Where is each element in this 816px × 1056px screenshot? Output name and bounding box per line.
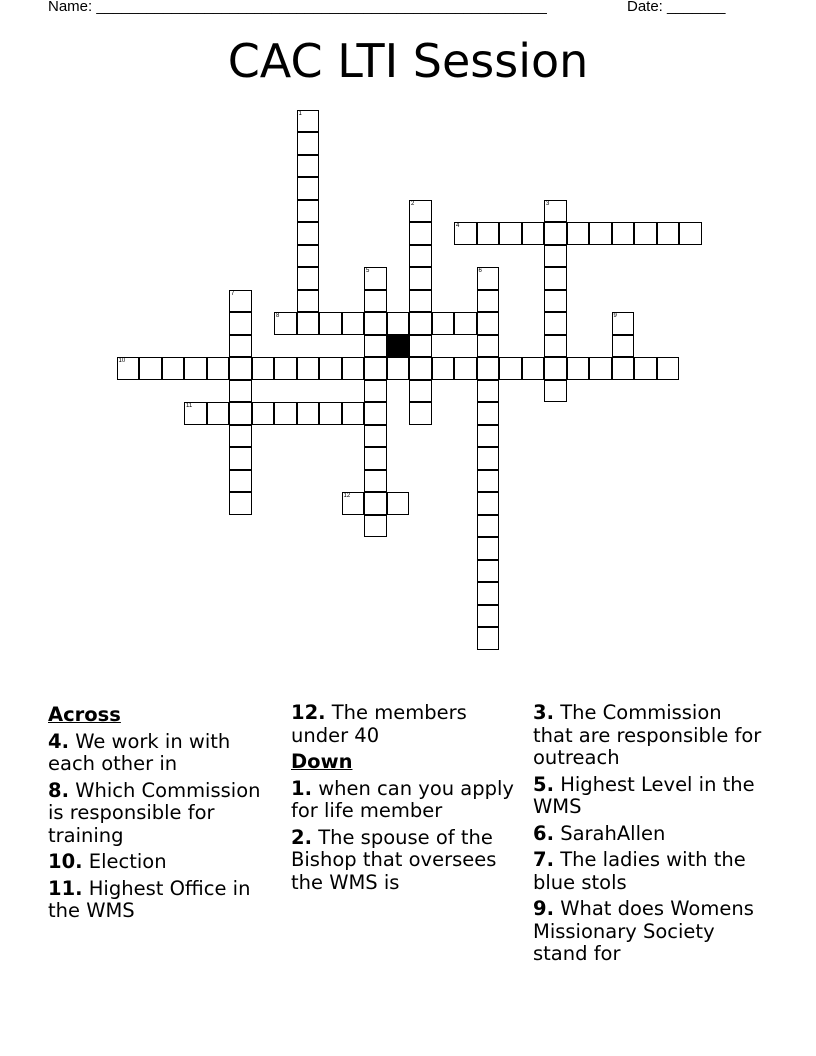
grid-cell[interactable]: [364, 425, 387, 448]
grid-cell[interactable]: [297, 177, 320, 200]
grid-cell[interactable]: [364, 267, 387, 290]
grid-cell[interactable]: [364, 492, 387, 515]
grid-cell[interactable]: [454, 222, 477, 245]
grid-cell[interactable]: [297, 222, 320, 245]
grid-cell[interactable]: [387, 312, 410, 335]
grid-cell[interactable]: [229, 335, 252, 358]
name-label: Name: ______________________________________________________: [48, 0, 547, 15]
grid-cell[interactable]: [679, 222, 702, 245]
grid-cell[interactable]: [409, 312, 432, 335]
grid-cell[interactable]: [229, 492, 252, 515]
grid-cell[interactable]: [297, 312, 320, 335]
grid-cell[interactable]: [139, 357, 162, 380]
grid-cell[interactable]: [477, 335, 500, 358]
clue-number: 8: [276, 313, 280, 319]
grid-cell[interactable]: [364, 335, 387, 358]
clue-number: 5: [366, 268, 370, 274]
grid-cell[interactable]: [274, 312, 297, 335]
grid-cell[interactable]: [387, 357, 410, 380]
grid-cell[interactable]: [544, 335, 567, 358]
grid-cell[interactable]: [522, 222, 545, 245]
clue-text: The Commission that are responsible for outreach: [533, 701, 762, 769]
clue-text: Highest Level in the WMS: [533, 772, 755, 818]
grid-cell[interactable]: [364, 447, 387, 470]
grid-cell[interactable]: [409, 380, 432, 403]
clue-number: 6: [478, 268, 482, 274]
grid-cell[interactable]: [544, 357, 567, 380]
clue-number: 10: [118, 358, 126, 364]
clue: [48, 851, 280, 874]
grid-cell[interactable]: [544, 312, 567, 335]
clue-number-label: 3.: [533, 701, 554, 724]
clue-number-label: 11.: [48, 876, 83, 900]
grid-cell[interactable]: [544, 267, 567, 290]
grid-cell[interactable]: [364, 515, 387, 538]
clue: [291, 702, 523, 747]
clue-number: 4: [456, 223, 460, 229]
clue-column-1: [48, 702, 280, 927]
clue-number-label: 10.: [48, 850, 83, 873]
grid-cell[interactable]: [477, 447, 500, 470]
grid-cell[interactable]: [589, 357, 612, 380]
grid-cell[interactable]: [544, 222, 567, 245]
clue-text: SarahAllen: [560, 821, 666, 845]
grid-cell[interactable]: [409, 335, 432, 358]
clue-number-label: 9.: [533, 897, 554, 920]
grid-cell[interactable]: [409, 200, 432, 223]
clue-text: when can you apply for life member: [291, 776, 514, 822]
grid-cell[interactable]: [409, 245, 432, 268]
grid-cell[interactable]: [229, 447, 252, 470]
grid-cell[interactable]: [477, 402, 500, 425]
grid-cell[interactable]: [364, 470, 387, 493]
date-label: Date: _______: [627, 0, 726, 15]
grid-cell[interactable]: [207, 402, 230, 425]
clue-number: 7: [231, 290, 235, 297]
clue-number: 1: [298, 110, 302, 117]
grid-cell[interactable]: [364, 380, 387, 403]
grid-cell[interactable]: [229, 470, 252, 493]
grid-cell[interactable]: [162, 357, 185, 380]
grid-cell[interactable]: [657, 357, 680, 380]
grid-cell[interactable]: [297, 267, 320, 290]
grid-cell[interactable]: [297, 155, 320, 178]
grid-cell[interactable]: [477, 290, 500, 313]
grid-cell[interactable]: [319, 402, 342, 425]
grid-cell[interactable]: [477, 560, 500, 583]
clue: [533, 774, 765, 819]
grid-cell[interactable]: [229, 357, 252, 380]
grid-cell[interactable]: [252, 357, 275, 380]
grid-cell[interactable]: [477, 515, 500, 538]
grid-cell[interactable]: [342, 492, 365, 515]
grid-cell[interactable]: [364, 402, 387, 425]
black-cell: [387, 335, 410, 358]
clue: [533, 823, 765, 846]
clue-number-label: 1.: [291, 776, 312, 800]
clue-text: The ladies with the blue stols: [533, 848, 746, 894]
grid-cell[interactable]: [612, 335, 635, 358]
grid-cell[interactable]: [477, 380, 500, 403]
clue-column-3: [533, 702, 765, 970]
grid-cell[interactable]: [477, 267, 500, 290]
grid-cell[interactable]: [612, 312, 635, 335]
grid-cell[interactable]: [477, 222, 500, 245]
grid-cell[interactable]: [409, 267, 432, 290]
grid-cell[interactable]: [499, 222, 522, 245]
grid-cell[interactable]: [544, 380, 567, 403]
grid-cell[interactable]: [634, 222, 657, 245]
clue-text: Election: [88, 850, 167, 873]
grid-cell[interactable]: [274, 357, 297, 380]
grid-cell[interactable]: [477, 357, 500, 380]
clue-text: The spouse of the Bishop that oversees the WMS is: [291, 825, 497, 894]
grid-cell[interactable]: [229, 312, 252, 335]
grid-cell[interactable]: [612, 357, 635, 380]
grid-cell[interactable]: [364, 290, 387, 313]
clue: [533, 849, 765, 894]
grid-cell[interactable]: [477, 537, 500, 560]
grid-cell[interactable]: [297, 110, 320, 133]
clue-number: 9: [613, 313, 617, 319]
grid-cell[interactable]: [477, 470, 500, 493]
grid-cell[interactable]: [297, 290, 320, 313]
clue-number-label: 5.: [533, 772, 554, 796]
clue-number-label: 8.: [48, 778, 69, 802]
clue-number-label: 2.: [291, 825, 312, 849]
clue-text: What does Womens Missionary Society stand for: [533, 897, 754, 965]
grid-cell[interactable]: [567, 357, 590, 380]
clue: [291, 778, 523, 823]
clue-number-label: 4.: [48, 729, 69, 753]
grid-cell[interactable]: [117, 357, 140, 380]
grid-cell[interactable]: [342, 312, 365, 335]
grid-cell[interactable]: [477, 312, 500, 335]
grid-cell[interactable]: [297, 132, 320, 155]
grid-cell[interactable]: [544, 200, 567, 223]
grid-cell[interactable]: [657, 222, 680, 245]
grid-cell[interactable]: [297, 357, 320, 380]
grid-cell[interactable]: [319, 312, 342, 335]
clue: [48, 731, 280, 776]
grid-cell[interactable]: [567, 222, 590, 245]
grid-cell[interactable]: [477, 425, 500, 448]
grid-cell[interactable]: [364, 357, 387, 380]
grid-cell[interactable]: [454, 312, 477, 335]
grid-cell[interactable]: [297, 200, 320, 223]
grid-cell[interactable]: [634, 357, 657, 380]
clue-number: 2: [411, 200, 415, 207]
clue-number-label: 6.: [533, 821, 554, 845]
grid-cell[interactable]: [229, 290, 252, 313]
grid-cell[interactable]: [297, 402, 320, 425]
clue-number: 11: [186, 403, 193, 409]
grid-cell[interactable]: [409, 290, 432, 313]
clue: [533, 898, 765, 966]
grid-cell[interactable]: [409, 222, 432, 245]
clue-number: 12: [343, 493, 351, 499]
grid-cell[interactable]: [252, 402, 275, 425]
grid-cell[interactable]: [229, 425, 252, 448]
grid-cell[interactable]: [297, 245, 320, 268]
clue-text: Which Commission is responsible for training: [48, 778, 261, 847]
grid-cell[interactable]: [477, 627, 500, 650]
grid-cell[interactable]: [364, 312, 387, 335]
clue-number: 3: [546, 200, 550, 207]
page-title: CAC LTI Session: [227, 34, 589, 88]
grid-cell[interactable]: [589, 222, 612, 245]
grid-cell[interactable]: [454, 357, 477, 380]
grid-cell[interactable]: [184, 402, 207, 425]
grid-cell[interactable]: [432, 312, 455, 335]
grid-cell[interactable]: [229, 402, 252, 425]
clue: [533, 702, 765, 770]
grid-cell[interactable]: [477, 605, 500, 628]
grid-cell[interactable]: [522, 357, 545, 380]
grid-cell[interactable]: [432, 357, 455, 380]
grid-cell[interactable]: [544, 290, 567, 313]
clue-number-label: 7.: [533, 848, 554, 871]
grid-cell[interactable]: [274, 402, 297, 425]
clue-number-label: 12.: [291, 701, 326, 724]
clue: [48, 878, 280, 923]
grid-cell[interactable]: [477, 582, 500, 605]
grid-cell[interactable]: [229, 380, 252, 403]
grid-cell[interactable]: [342, 357, 365, 380]
clue: [48, 780, 280, 848]
clue-column-2: [291, 702, 523, 898]
grid-cell[interactable]: [612, 222, 635, 245]
grid-cell[interactable]: [319, 357, 342, 380]
grid-cell[interactable]: [342, 402, 365, 425]
section-heading: Down: [291, 750, 353, 773]
clue-text: Highest Office in the WMS: [48, 876, 251, 922]
grid-cell[interactable]: [499, 357, 522, 380]
clue: [291, 827, 523, 895]
grid-cell[interactable]: [207, 357, 230, 380]
grid-cell[interactable]: [477, 492, 500, 515]
section-heading: Across: [48, 703, 121, 726]
clue-text: The members under 40: [291, 701, 467, 747]
grid-cell[interactable]: [387, 492, 410, 515]
clue-text: We work in with each other in: [48, 729, 231, 775]
grid-cell[interactable]: [184, 357, 207, 380]
grid-cell[interactable]: [409, 402, 432, 425]
grid-cell[interactable]: [409, 357, 432, 380]
grid-cell[interactable]: [544, 245, 567, 268]
